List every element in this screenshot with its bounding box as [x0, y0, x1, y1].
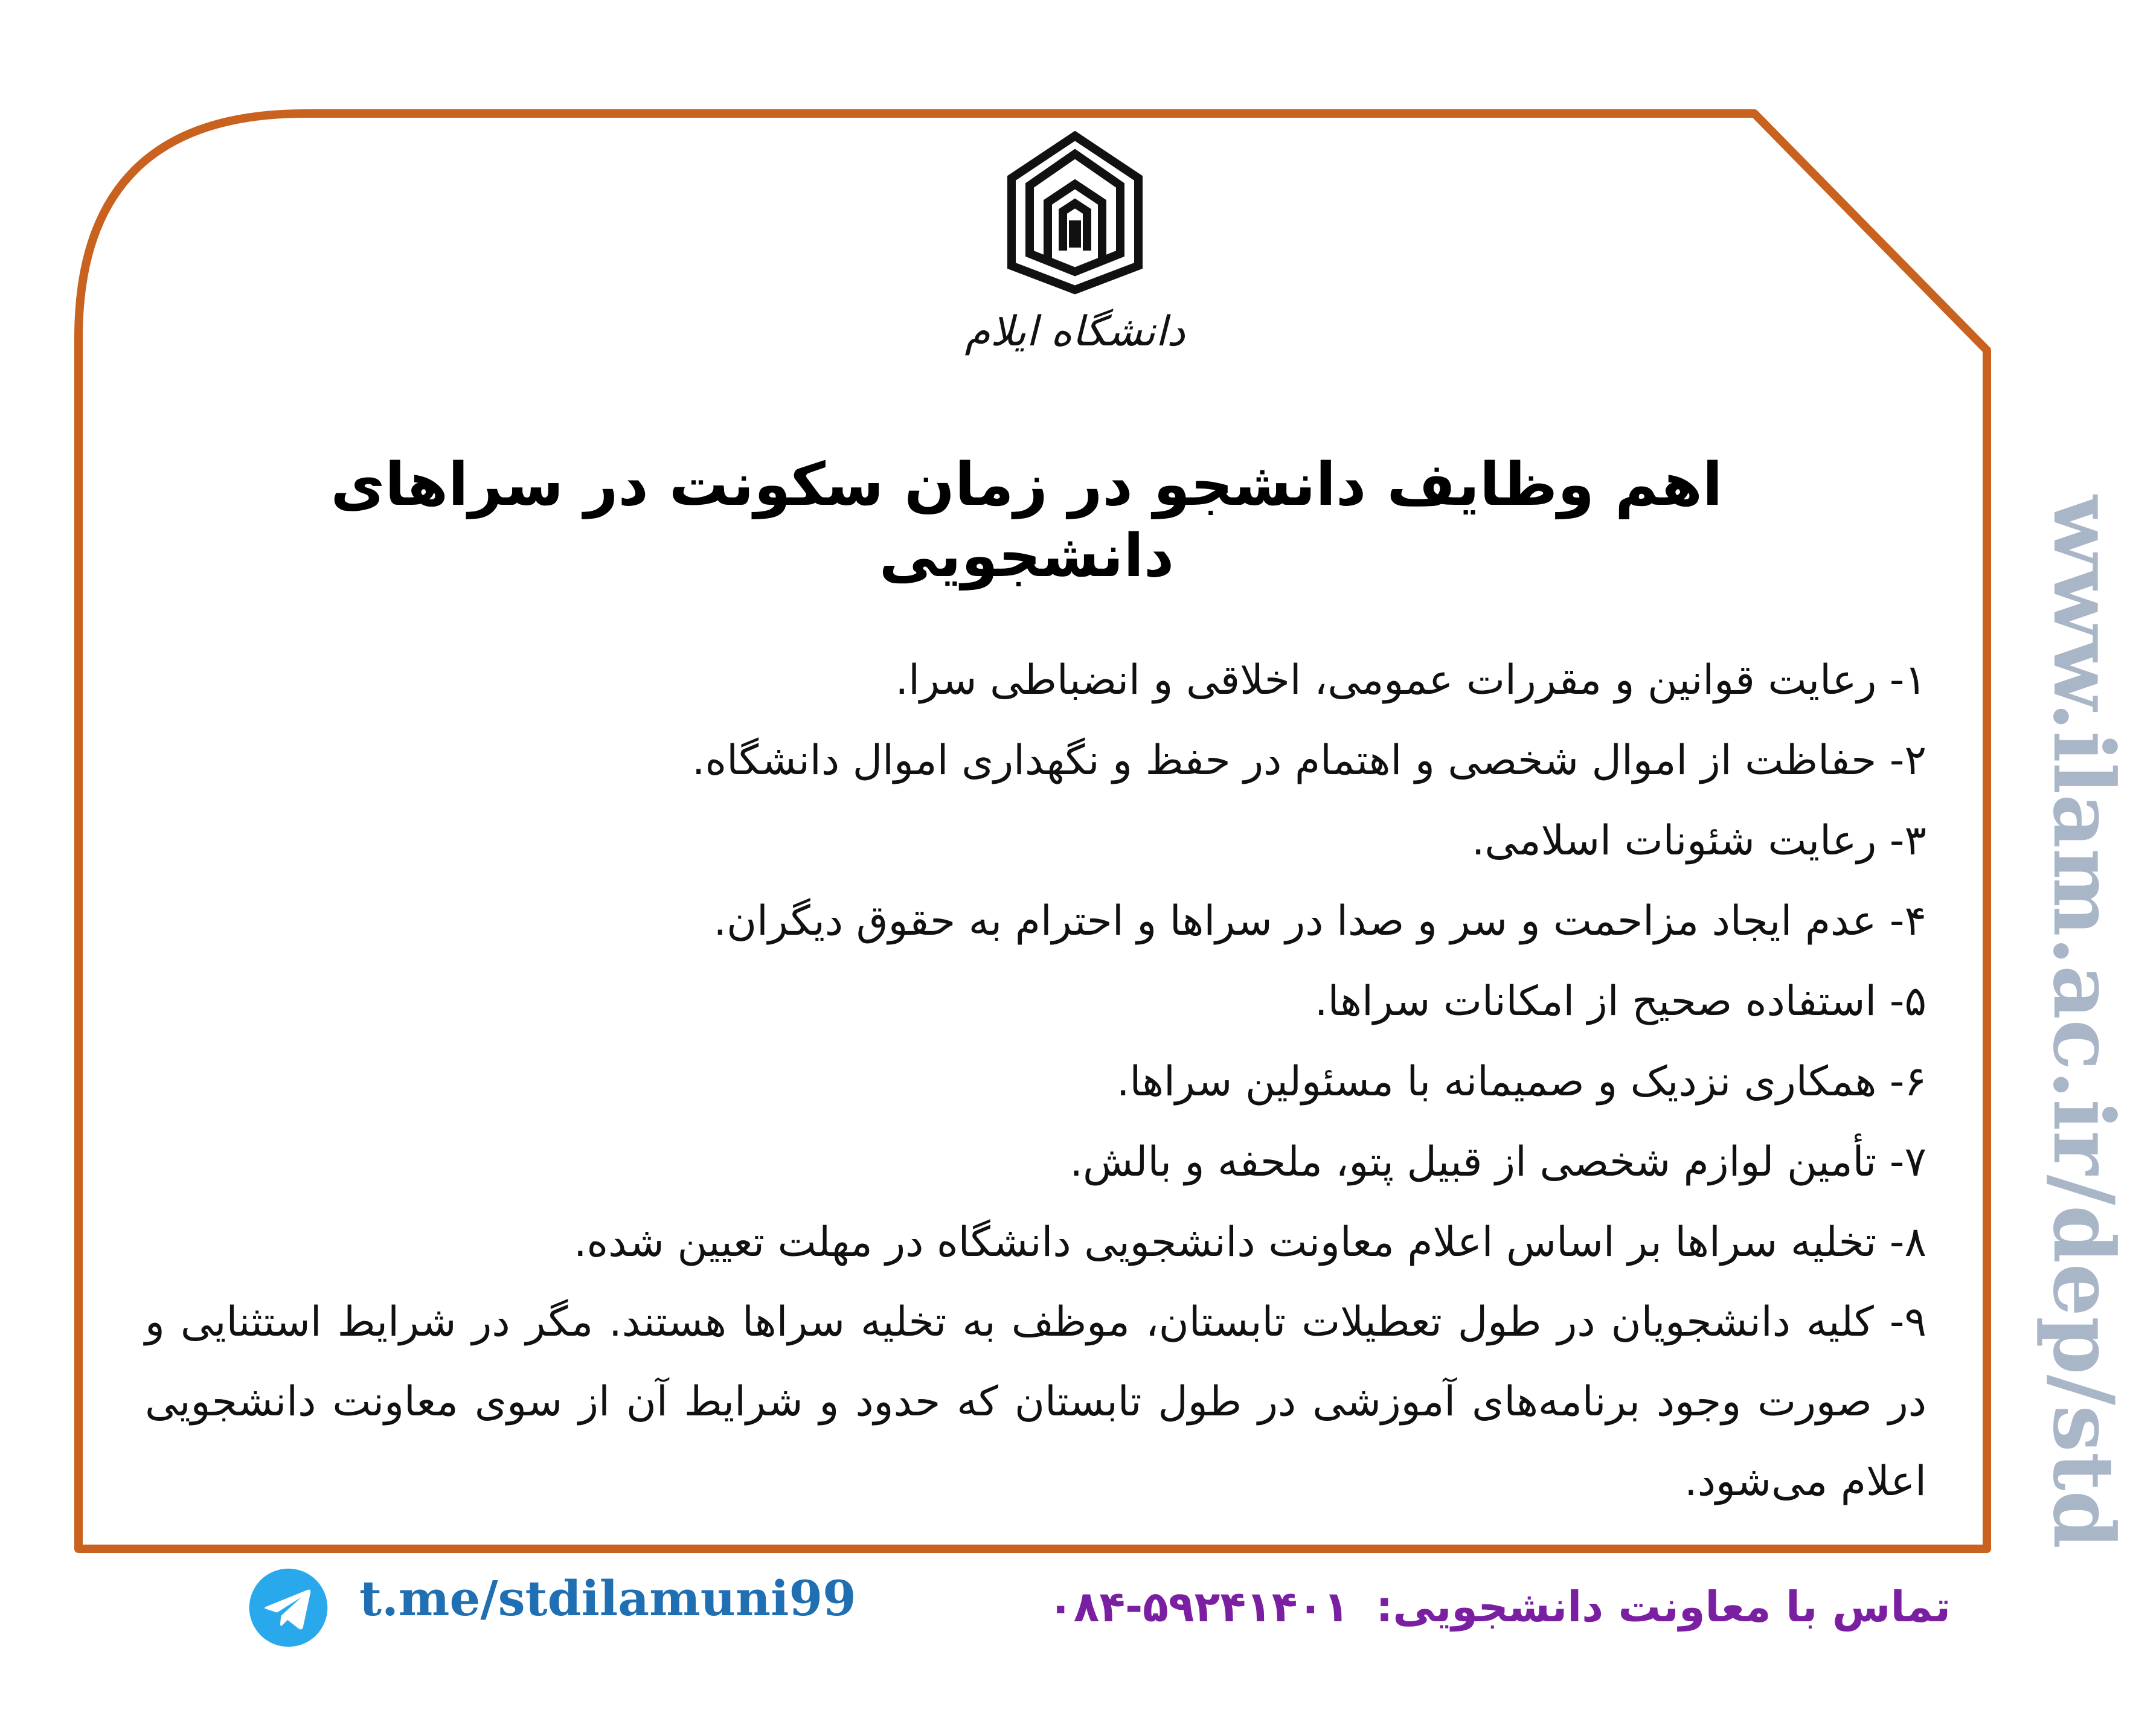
- duty-item: ۷- تأمین لوازم شخصی از قبیل پتو، ملحفه و بالش.: [1070, 1138, 1926, 1186]
- side-website-url[interactable]: www.ilam.ac.ir/dep/std: [2035, 495, 2133, 1549]
- duty-item: ۵- استفاده صحیح از امکانات سراها.: [1314, 978, 1926, 1025]
- university-emblem-icon: [1002, 130, 1147, 296]
- duty-item: ۸- تخلیه سراها بر اساس اعلام معاونت دانشجویی دانشگاه در مهلت تعیین شده.: [573, 1219, 1926, 1266]
- duties-list: [145, 640, 1926, 1505]
- contact-info: [1047, 1582, 1951, 1632]
- duty-item: ۱- رعایت قوانین و مقررات عمومی، اخلاقی و انضباطی سرا.: [895, 656, 1926, 704]
- duty-item: ۶- همکاری نزدیک و صمیمانه با مسئولین سراها.: [1116, 1058, 1926, 1106]
- page-title: اهم وظایف دانشجو در زمان سکونت در سراهای دانشجویی: [330, 450, 1723, 591]
- contact-label: تماس با معاونت دانشجویی:: [1376, 1582, 1951, 1632]
- telegram-link[interactable]: t.me/stdilamuni99: [359, 1570, 856, 1627]
- duty-item: ۳- رعایت شئونات اسلامی.: [1471, 817, 1926, 865]
- duty-item: ۹- کلیه دانشجویان در طول تعطیلات تابستان، موظف به تخلیه سراها هستند. مگر در شرایط استثنایی و در صورت وجود برنامه‌های آموزشی در طول تابستان که حدود و شرایط آن از سوی معاونت دانشجویی اعلام می‌شود.: [145, 1298, 1926, 1505]
- contact-phone[interactable]: ۰۸۴-۵۹۲۴۱۴۰۱: [1047, 1582, 1349, 1632]
- university-name: دانشگاه ایلام: [964, 308, 1185, 356]
- telegram-icon[interactable]: [248, 1567, 329, 1648]
- duty-item: ۴- عدم ایجاد مزاحمت و سر و صدا در سراها و احترام به حقوق دیگران.: [713, 897, 1926, 945]
- duty-item: ۲- حفاظت از اموال شخصی و اهتمام در حفظ و نگهداری اموال دانشگاه.: [691, 737, 1926, 784]
